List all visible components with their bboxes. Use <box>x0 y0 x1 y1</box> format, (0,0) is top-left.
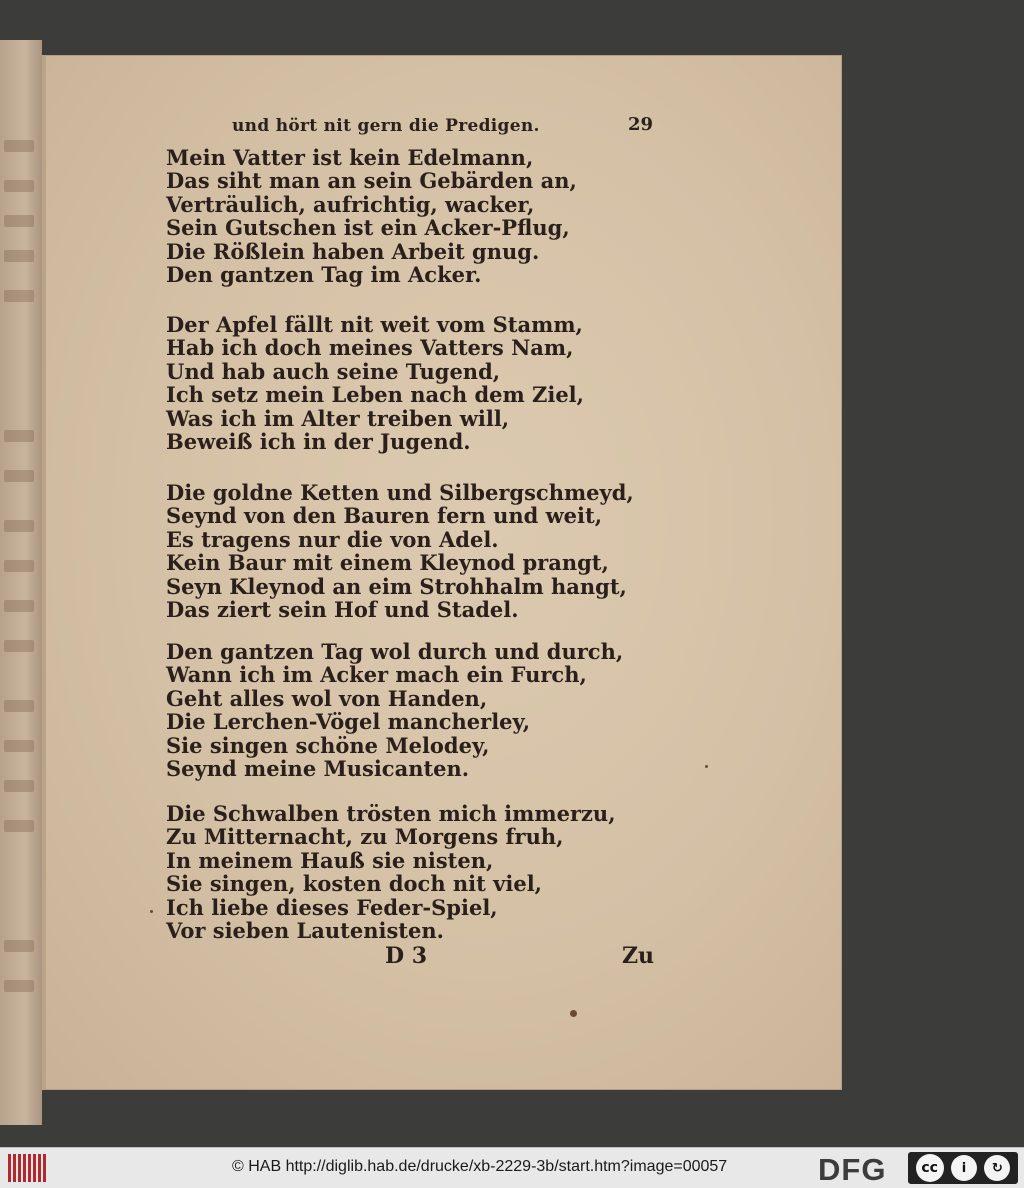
verse-line: Wann ich im Acker mach ein Furch, <box>166 662 587 688</box>
catchword: Zu <box>622 943 655 969</box>
verse-line: Vor sieben Lautenisten. <box>166 918 444 944</box>
stanza <box>166 146 577 286</box>
verse-line: Die goldne Ketten und Silbergschmeyd, <box>166 480 634 505</box>
stanza <box>166 313 584 453</box>
verse-line: Die Schwalben trösten mich immerzu, <box>166 801 616 826</box>
verse-line: Es tragens nur die von Adel. <box>166 526 499 552</box>
cc-license-badge[interactable] <box>908 1152 1018 1184</box>
verse-line: Sie singen, kosten doch nit viel, <box>166 871 542 897</box>
verse-line: Seyn Kleynod an eim Strohhalm hangt, <box>166 573 627 599</box>
stanza <box>166 802 616 942</box>
verse-line: Seynd von den Bauren fern und weit, <box>166 503 603 529</box>
verse-line: Der Apfel fällt nit weit vom Stamm, <box>166 312 583 337</box>
library-barcode-icon <box>8 1154 46 1182</box>
page-number: 29 <box>628 114 654 135</box>
verse-line: Und hab auch seine Tugend, <box>166 358 501 384</box>
viewer-footer <box>0 1147 1024 1188</box>
previous-page-edge <box>0 40 42 1125</box>
verse-line: Verträulich, aufrichtig, wacker, <box>166 191 535 217</box>
verse-line: Ich setz mein Leben nach dem Ziel, <box>166 382 584 408</box>
verse-line: Sie singen schöne Melodey, <box>166 732 490 758</box>
verse-line: Zu Mitternacht, zu Morgens fruh, <box>166 824 564 850</box>
verse-line: Die Rößlein haben Arbeit gnug. <box>166 238 540 264</box>
verse-line: Das ziert sein Hof und Stadel. <box>166 597 519 623</box>
running-head: und hört nit gern die Predigen. <box>232 116 540 136</box>
share-alike-icon: ↻ <box>984 1155 1010 1181</box>
verse-line: Den gantzen Tag im Acker. <box>166 262 482 288</box>
cc-icon: cc <box>916 1154 944 1182</box>
verse-line: Mein Vatter ist kein Edelmann, <box>166 145 534 170</box>
verse-line: Was ich im Alter treiben will, <box>166 405 510 431</box>
verse-line: Die Lerchen-Vögel mancherley, <box>166 709 531 735</box>
paper-speck <box>705 765 708 768</box>
signature-mark: D 3 <box>385 943 428 969</box>
stanza <box>166 481 634 621</box>
page-gutter <box>42 55 46 1090</box>
verse-line: Sein Gutschen ist ein Acker-Pflug, <box>166 215 570 241</box>
verse-line: In meinem Hauß sie nisten, <box>166 847 494 873</box>
attribution-icon: i <box>951 1155 977 1181</box>
verse-line: Seynd meine Musicanten. <box>166 756 470 782</box>
verse-line: Beweiß ich in der Jugend. <box>166 429 471 455</box>
verse-line: Den gantzen Tag wol durch und durch, <box>166 639 624 664</box>
verse-line: Das siht man an sein Gebärden an, <box>166 168 577 194</box>
verse-line: Kein Baur mit einem Kleynod prangt, <box>166 550 609 576</box>
verse-line: Hab ich doch meines Vatters Nam, <box>166 335 574 361</box>
dfg-logo: DFG <box>818 1152 887 1187</box>
paper-speck <box>150 910 153 913</box>
copyright-link[interactable]: © HAB http://diglib.hab.de/drucke/xb-2229-3b/start.htm?image=00057 <box>232 1158 728 1175</box>
stanza <box>166 640 623 780</box>
verse-line: Ich liebe dieses Feder-Spiel, <box>166 894 498 920</box>
verse-line: Geht alles wol von Handen, <box>166 685 488 711</box>
paper-speck <box>570 1010 577 1017</box>
